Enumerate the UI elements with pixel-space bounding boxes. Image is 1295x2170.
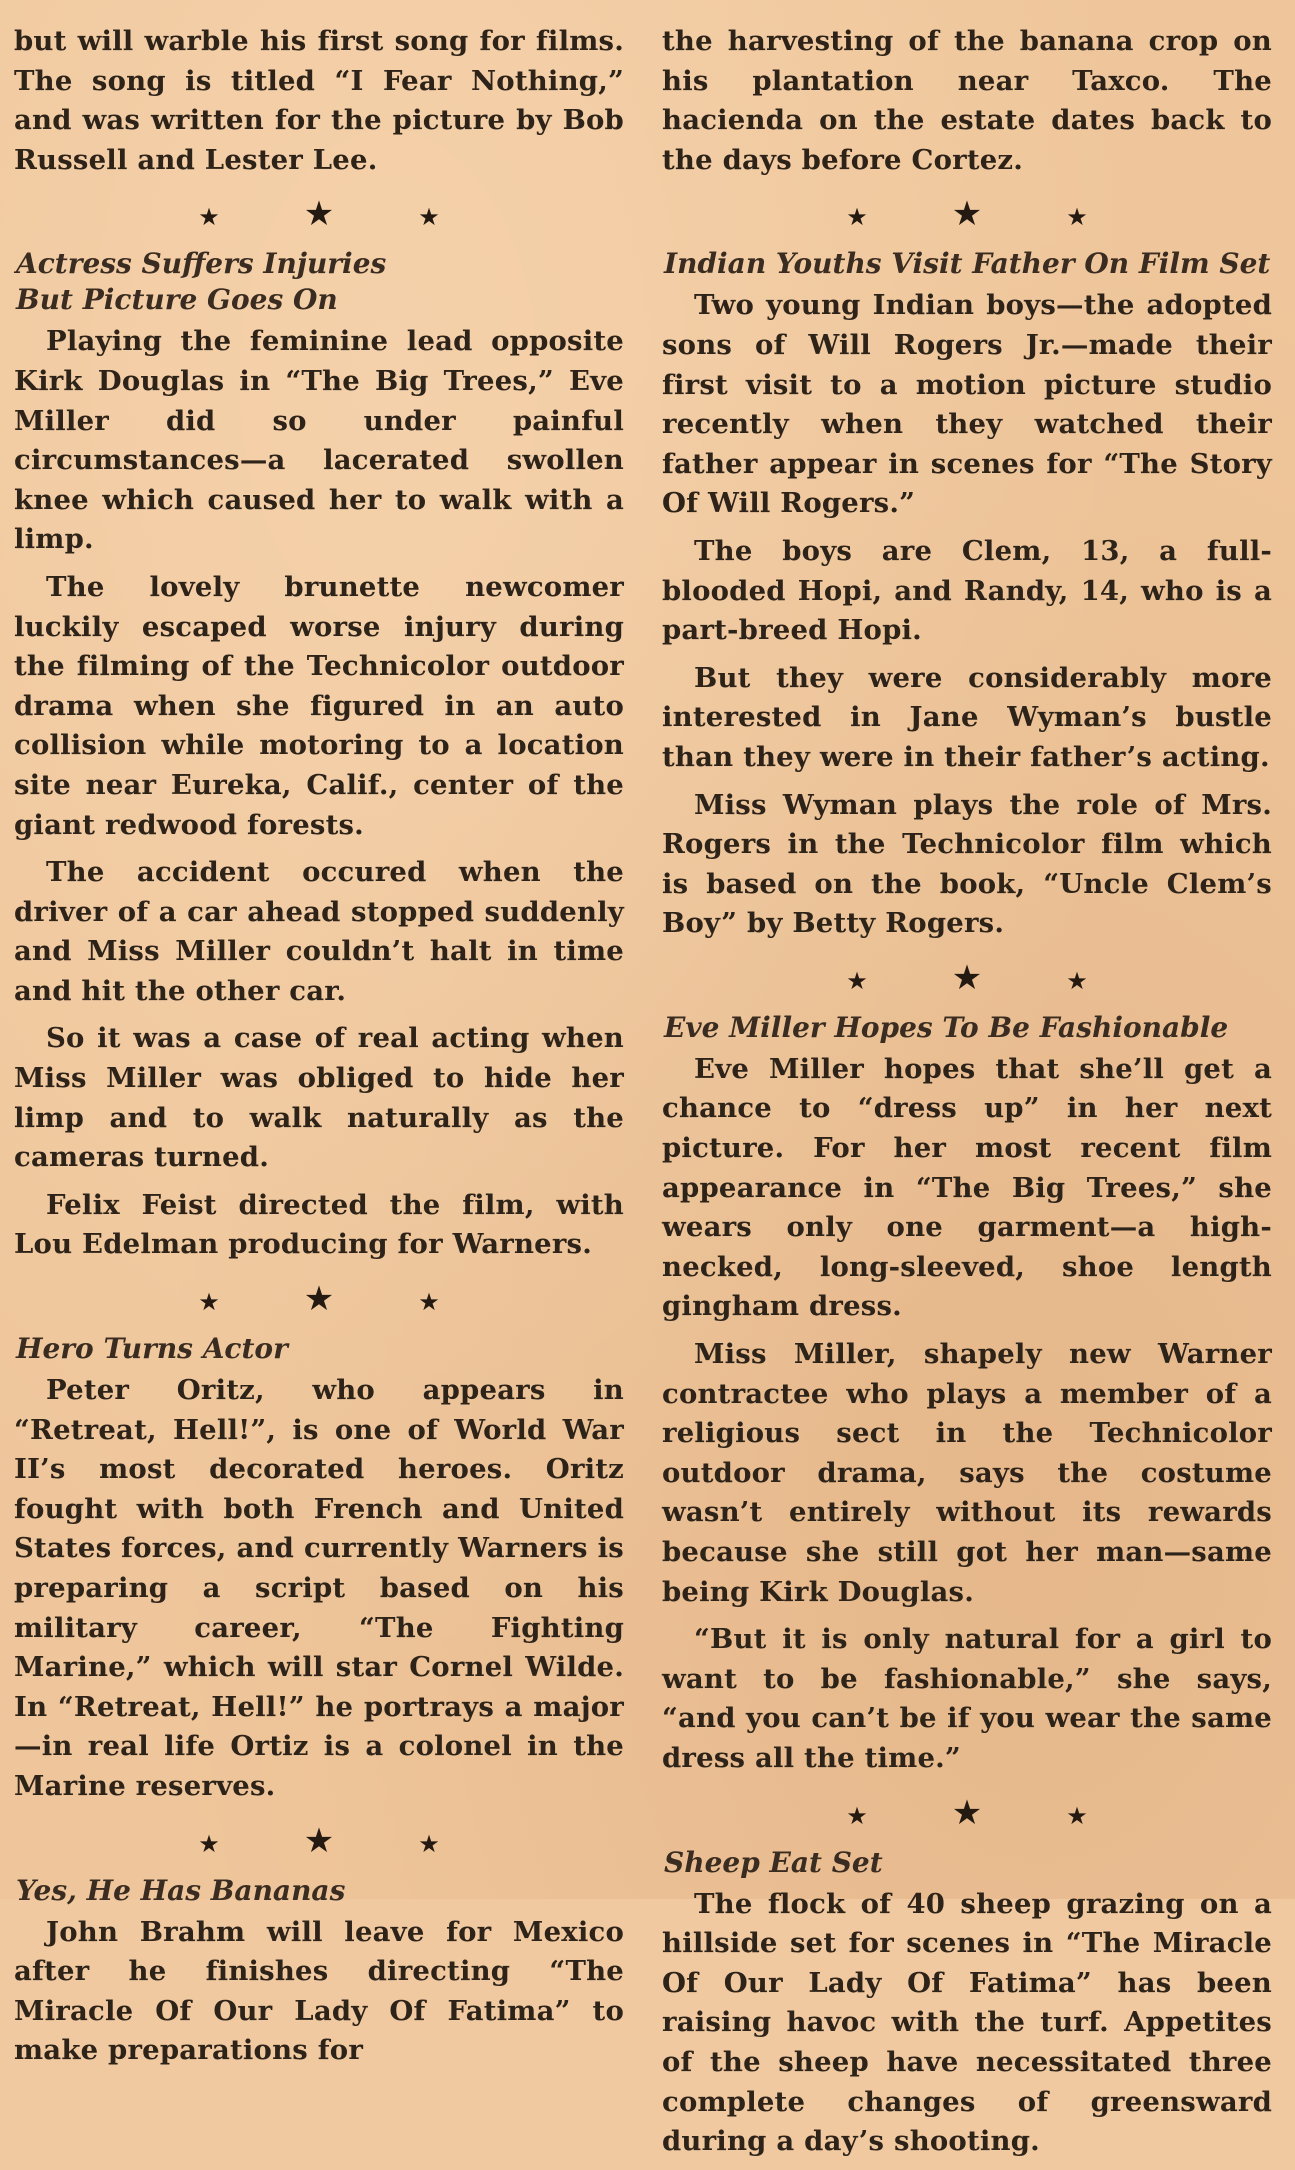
star-icon: ★ [951,957,983,998]
star-icon: ★ [418,1288,440,1317]
star-icon: ★ [1066,203,1088,232]
article-headline: Yes, He Has Bananas [16,1873,346,1907]
paragraph: Playing the feminine lead opposite Kirk Douglas in “The Big Trees,” Eve Miller did so under painful circumstances—a lacerated swollen knee which caused her to walk with a limp. [14,325,624,556]
article-headline: Eve Miller Hopes To Be Fashionable [664,1010,1229,1044]
paragraph: Peter Oritz, who appears in “Retreat, Hell!”, is one of World War II’s most decorated heroes. Oritz fought with both French and United States forces, and currently Warners is preparing a script based on his military career, “The Fighting Marine,” which will star Cornel Wilde. In “Retreat, Hell!” he portrays a major—in real life Ortiz is a colonel in the Marine reserves. [14,1374,624,1802]
star-icon: ★ [418,203,440,232]
star-icon: ★ [303,194,335,235]
paragraph: Felix Feist directed the film, with Lou Edelman producing for Warners. [14,1188,624,1261]
paragraph: The lovely brunette newcomer luckily escaped worse injury during the filming of the Technicolor outdoor drama when she figured in an auto collision while motoring to a location site near Eureka, Calif., center of the giant redwood forests. [14,570,624,841]
star-icon: ★ [198,203,220,232]
article-headline [16,246,624,318]
star-divider [14,1273,624,1325]
right-column [662,22,1272,2170]
article-headline: Indian Youths Visit Father On Film Set [664,247,1271,281]
headline-line: But Picture Goes On [16,283,338,317]
paragraph: Eve Miller hopes that she’ll get a chance to “dress up” in her next picture. For her most recent film appearance in “The Big Trees,” she wears only one garment—a high-necked, long-sleeved, shoe length gingham dress. [662,1052,1272,1323]
star-divider [662,952,1272,1004]
paragraph: John Brahm will leave for Mexico after he finishes directing “The Miracle Of Our Lady Of Fatima” to make preparations for [14,1915,624,2067]
star-icon: ★ [951,1792,983,1833]
headline-line: Actress Suffers Injuries [16,247,387,281]
paragraph: Two young Indian boys—the adopted sons of Will Rogers Jr.—made their first visit to a motion picture studio recently when they watched their father appear in scenes for “The Story Of Will Rogers.” [662,289,1272,520]
continued-paragraph: but will warble his first song for films. The song is titled “I Fear Nothing,” and was written for the picture by Bob Russell and Lester Lee. [14,25,624,176]
paragraph: So it was a case of real acting when Miss Miller was obliged to hide her limp and to walk naturally as the cameras turned. [14,1022,624,1174]
star-icon: ★ [846,966,868,995]
paragraph: The boys are Clem, 13, a full-blooded Hopi, and Randy, 14, who is a part-breed Hopi. [662,534,1272,647]
article-headline: Sheep Eat Set [664,1845,883,1879]
article-headline: Hero Turns Actor [16,1332,288,1366]
star-icon: ★ [846,1801,868,1830]
left-column [14,22,624,2079]
star-icon: ★ [1066,966,1088,995]
star-divider [14,188,624,240]
star-divider [662,1787,1272,1839]
paragraph: Miss Wyman plays the role of Mrs. Rogers in the Technicolor film which is based on the book, “Uncle Clem’s Boy” by Betty Rogers. [662,788,1272,940]
star-icon: ★ [1066,1801,1088,1830]
star-icon: ★ [846,203,868,232]
continued-paragraph: the harvesting of the banana crop on his plantation near Taxco. The hacienda on the estate dates back to the days before Cortez. [662,25,1272,176]
paragraph: Miss Miller, shapely new Warner contractee who plays a member of a religious sect in the Technicolor outdoor drama, says the costume wasn’t entirely without its rewards because she still got her man—same being Kirk Douglas. [662,1338,1272,1608]
star-icon: ★ [198,1829,220,1858]
paragraph: The flock of 40 sheep grazing on a hillside set for scenes in “The Miracle Of Our Lady Of Fatima” has been raising havoc with the turf. Appetites of the sheep have necessitated three complete changes of greensward during a day’s shooting. [662,1887,1272,2158]
star-icon: ★ [198,1288,220,1317]
paragraph: “But it is only natural for a girl to want to be fashionable,” she says, “and you can’t be if you wear the same dress all the time.” [662,1623,1272,1774]
star-icon: ★ [303,1820,335,1861]
paragraph: The accident occured when the driver of a car ahead stopped suddenly and Miss Miller couldn’t halt in time and hit the other car. [14,856,624,1007]
star-icon: ★ [303,1279,335,1320]
star-icon: ★ [951,194,983,235]
paragraph: But they were considerably more interested in Jane Wyman’s bustle than they were in their father’s acting. [662,661,1272,773]
star-divider [662,188,1272,240]
star-divider [14,1815,624,1867]
star-icon: ★ [418,1829,440,1858]
